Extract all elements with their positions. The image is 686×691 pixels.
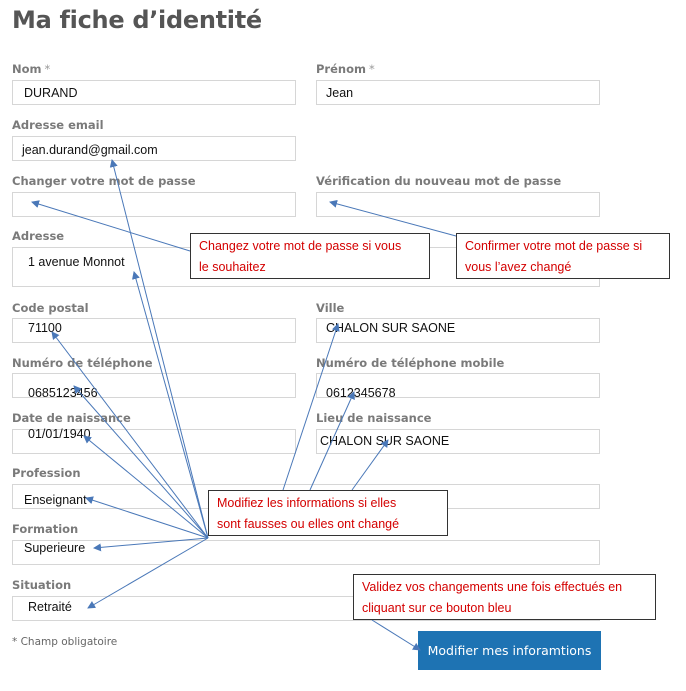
page-title: Ma fiche d’identité bbox=[12, 6, 262, 34]
adresse-value: 1 avenue Monnot bbox=[28, 255, 125, 269]
situation-value: Retraité bbox=[28, 600, 72, 614]
password-confirm-input[interactable] bbox=[316, 192, 600, 217]
telephone-label: Numéro de téléphone bbox=[12, 356, 153, 370]
arrow-to-submit bbox=[372, 620, 420, 650]
nom-value: DURAND bbox=[24, 86, 78, 100]
code-postal-label: Code postal bbox=[12, 301, 89, 315]
prenom-label: Prénom * bbox=[316, 62, 375, 76]
mobile-value: 0612345678 bbox=[326, 386, 396, 400]
ville-value: CHALON SUR SAONE bbox=[326, 321, 456, 335]
nom-label: Nom * bbox=[12, 62, 51, 76]
code-postal-value: 71100 bbox=[28, 321, 62, 335]
naissance-lieu-value: CHALON SUR SAONE bbox=[320, 434, 450, 448]
arrow-to-ville bbox=[283, 324, 338, 490]
telephone-value: 0685123456 bbox=[28, 386, 98, 400]
prenom-input[interactable] bbox=[316, 80, 600, 105]
naissance-lieu-label: Lieu de naissance bbox=[316, 411, 432, 425]
required-note: * Champ obligatoire bbox=[12, 636, 118, 648]
profession-label: Profession bbox=[12, 466, 81, 480]
ville-label: Ville bbox=[316, 301, 345, 315]
password-input[interactable] bbox=[12, 192, 296, 217]
password-confirm-label: Vérification du nouveau mot de passe bbox=[316, 174, 562, 188]
arrow-to-telephone bbox=[74, 386, 208, 538]
naissance-date-label: Date de naissance bbox=[12, 411, 131, 425]
email-value: jean.durand@gmail.com bbox=[22, 143, 158, 157]
situation-label: Situation bbox=[12, 578, 72, 592]
callout-validate: Validez vos changements une fois effectués en cliquant sur ce bouton bleu bbox=[353, 574, 656, 620]
callout-password-confirm: Confirmer votre mot de passe si vous l’avez changé bbox=[456, 233, 670, 279]
adresse-label: Adresse bbox=[12, 229, 65, 243]
email-label: Adresse email bbox=[12, 118, 104, 132]
submit-button[interactable]: Modifier mes inforamtions bbox=[418, 631, 601, 670]
mobile-label: Numéro de téléphone mobile bbox=[316, 356, 505, 370]
formation-input[interactable] bbox=[12, 540, 600, 565]
password-label: Changer votre mot de passe bbox=[12, 174, 196, 188]
naissance-date-value: 01/01/1940 bbox=[28, 427, 91, 441]
formation-label: Formation bbox=[12, 522, 79, 536]
prenom-value: Jean bbox=[326, 86, 354, 100]
formation-value: Superieure bbox=[24, 541, 86, 555]
callout-modify-info: Modifiez les informations si elles sont fausses ou elles ont changé bbox=[208, 490, 448, 536]
callout-password-change: Changez votre mot de passe si vous le souhaitez bbox=[190, 233, 430, 279]
profession-value: Enseignant bbox=[24, 493, 87, 507]
